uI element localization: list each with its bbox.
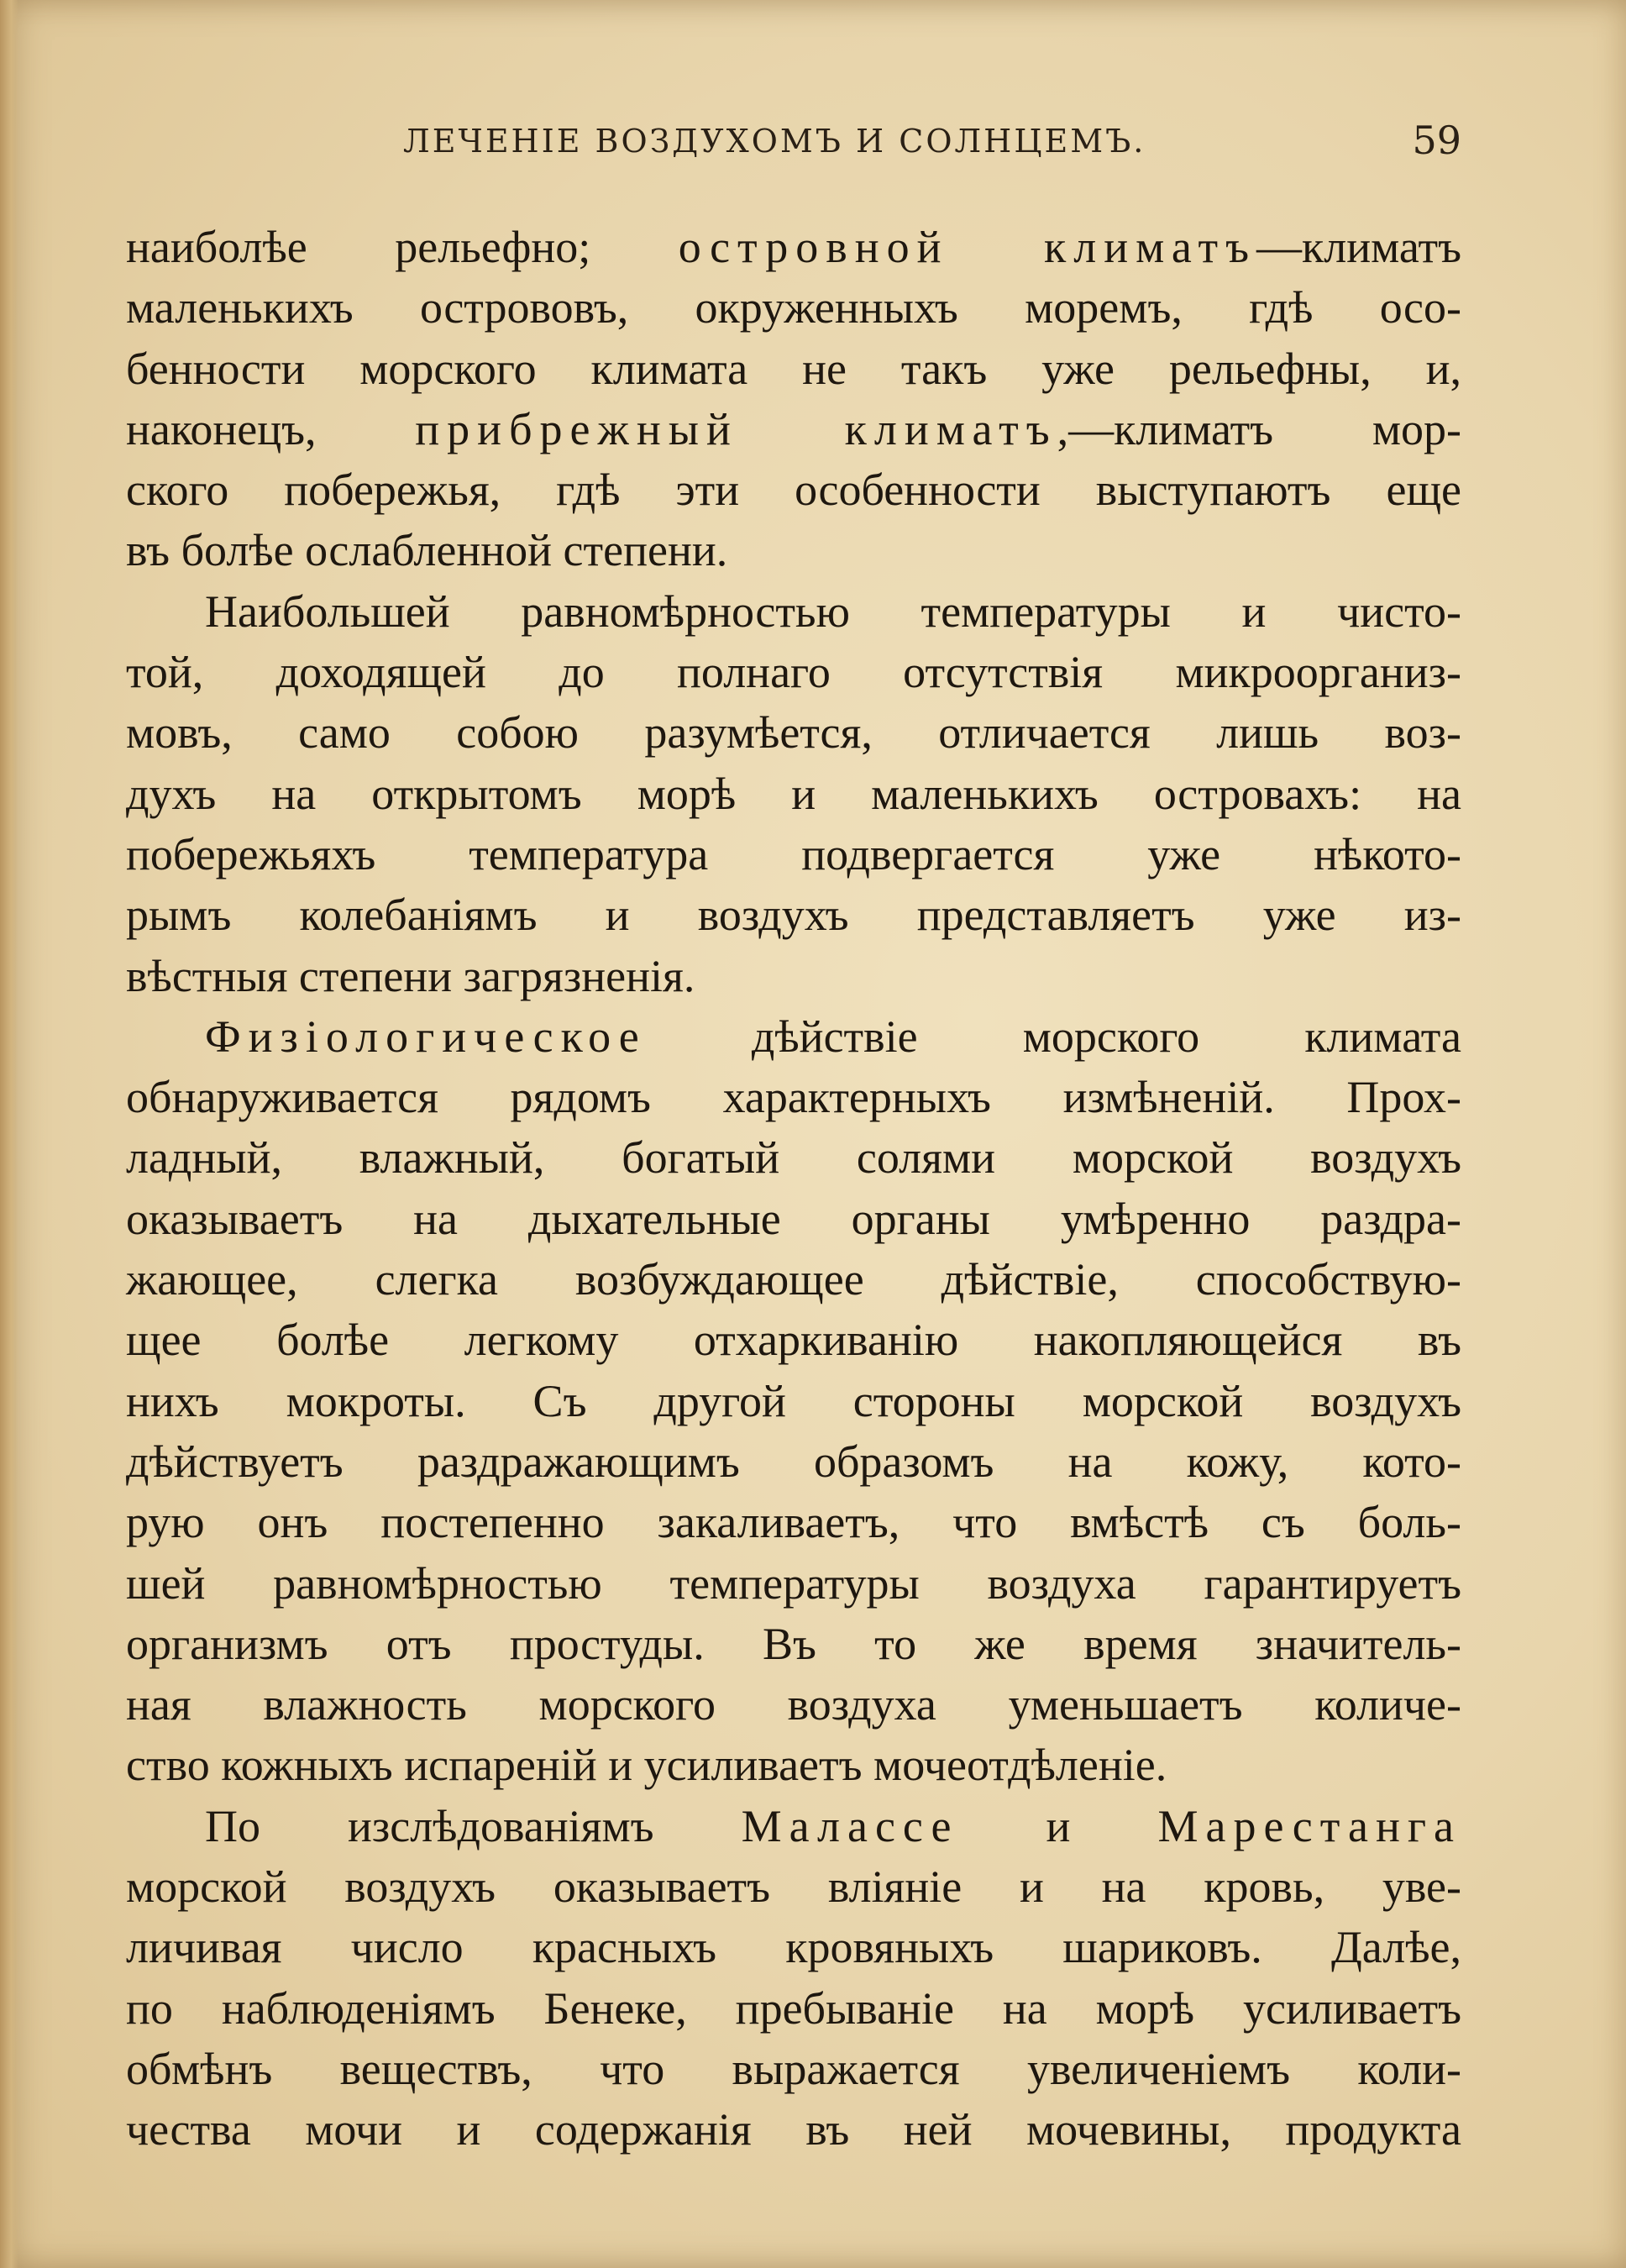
text-run: бенности морского климата не такъ уже рельефны, и, (126, 343, 1461, 394)
text-line (126, 1917, 1461, 1977)
text-line (126, 1978, 1461, 2039)
running-head (126, 118, 1461, 168)
text-line (126, 642, 1461, 702)
text-line (126, 1431, 1461, 1492)
text-run: нихъ мокроты. Съ другой стороны морской воздухъ (126, 1375, 1461, 1426)
text-run: рую онъ постепенно закаливаетъ, что вмѣстѣ съ боль- (126, 1497, 1461, 1548)
text-line (126, 277, 1461, 338)
text-line (126, 459, 1461, 520)
text-run: рымъ колебаніямъ и воздухъ представляетъ уже из- (126, 890, 1461, 941)
text-run: той, доходящей до полнаго отсутствія микроорганиз- (126, 647, 1461, 698)
text-line (126, 581, 1461, 642)
text-run: организмъ отъ простуды. Въ то же время значитель- (126, 1618, 1461, 1669)
text-line (126, 1674, 1461, 1735)
text-line (126, 2099, 1461, 2160)
text-line (126, 399, 1461, 459)
text-run: духъ на открытомъ морѣ и маленькихъ островахъ: на (126, 768, 1461, 819)
text-run: въ болѣе ослабленной степени. (126, 525, 728, 576)
page-binding-shadow (0, 0, 18, 2268)
text-line (126, 1006, 1461, 1067)
text-run: ладный, влажный, богатый солями морской воздухъ (126, 1132, 1461, 1184)
text-run: чества мочи и содержанія въ ней мочевины, продукта (126, 2104, 1461, 2155)
text-run: ,—климатъ мор- (1057, 403, 1461, 454)
page-number: 59 (1412, 118, 1461, 163)
text-line (126, 1371, 1461, 1431)
text-run: по наблюденіямъ Бенеке, пребываніе на морѣ усиливаетъ (126, 1982, 1461, 2034)
spaced-emphasis: Марестанга (1157, 1800, 1461, 1851)
text-run: дѣйствіе морского климата (646, 1011, 1461, 1062)
text-run: По изслѣдованіямъ (205, 1800, 742, 1851)
text-run: ство кожныхъ испареній и усиливаетъ мочеотдѣленіе. (126, 1740, 1167, 1791)
text-line (126, 885, 1461, 945)
text-run: наиболѣе рельефно; (126, 222, 679, 272)
text-run: —климатъ (1256, 222, 1461, 272)
text-run: шей равномѣрностью температуры воздуха гарантируетъ (126, 1557, 1461, 1609)
text-line (126, 1614, 1461, 1674)
text-line (126, 824, 1461, 885)
text-run: Наибольшей равномѣрностью температуры и чисто- (205, 585, 1461, 637)
text-line (126, 1796, 1461, 1856)
text-run: морской воздухъ оказываетъ вліяніе и на кровь, уве- (126, 1861, 1461, 1913)
text-line (126, 1067, 1461, 1127)
text-run: ная влажность морского воздуха уменьшаетъ количе- (126, 1679, 1461, 1730)
text-line (126, 520, 1461, 580)
spaced-emphasis: островной климатъ (678, 222, 1257, 272)
text-line (126, 1127, 1461, 1188)
text-run: побережьяхъ температура подвергается уже нѣкото- (126, 828, 1461, 879)
text-line (126, 946, 1461, 1006)
text-run: обнаруживается рядомъ характерныхъ измѣненій. Прох- (126, 1072, 1461, 1123)
spaced-emphasis: Физіологическое (205, 1011, 647, 1062)
text-line (126, 702, 1461, 763)
text-line (126, 339, 1461, 399)
text-run: мовъ, само собою разумѣется, отличается лишь воз- (126, 707, 1461, 759)
text-line (126, 1249, 1461, 1310)
text-run: личивая число красныхъ кровяныхъ шариковъ. Далѣе, (126, 1922, 1461, 1973)
spaced-emphasis: Малассе (741, 1800, 959, 1851)
text-line (126, 2039, 1461, 2099)
text-run: и (958, 1800, 1158, 1851)
spaced-emphasis: прибрежный климатъ (415, 403, 1057, 454)
text-run: щее болѣе легкому отхаркиванію накопляющейся въ (126, 1315, 1461, 1366)
text-run: обмѣнъ веществъ, что выражается увеличеніемъ коли- (126, 2043, 1461, 2094)
text-line (126, 1492, 1461, 1552)
text-run: ского побережья, гдѣ эти особенности выступаютъ еще (126, 465, 1461, 516)
text-line (126, 1553, 1461, 1614)
text-run: дѣйствуетъ раздражающимъ образомъ на кожу, кото- (126, 1436, 1461, 1487)
text-line (126, 1856, 1461, 1917)
text-run: наконецъ, (126, 403, 416, 454)
text-run: маленькихъ острововъ, окруженныхъ моремъ, гдѣ осо- (126, 282, 1461, 333)
text-line (126, 217, 1461, 277)
running-title: ЛЕЧЕНІЕ ВОЗДУХОМЪ И СОЛНЦЕМЪ. (403, 123, 1146, 160)
text-line (126, 1189, 1461, 1249)
text-line (126, 1735, 1461, 1795)
text-line (126, 1310, 1461, 1370)
text-run: жающее, слегка возбуждающее дѣйствіе, способствую- (126, 1254, 1461, 1305)
text-run: вѣстныя степени загрязненія. (126, 950, 695, 1001)
text-line (126, 764, 1461, 824)
body-text (126, 217, 1461, 2160)
text-run: оказываетъ на дыхательные органы умѣренно раздра- (126, 1193, 1461, 1244)
